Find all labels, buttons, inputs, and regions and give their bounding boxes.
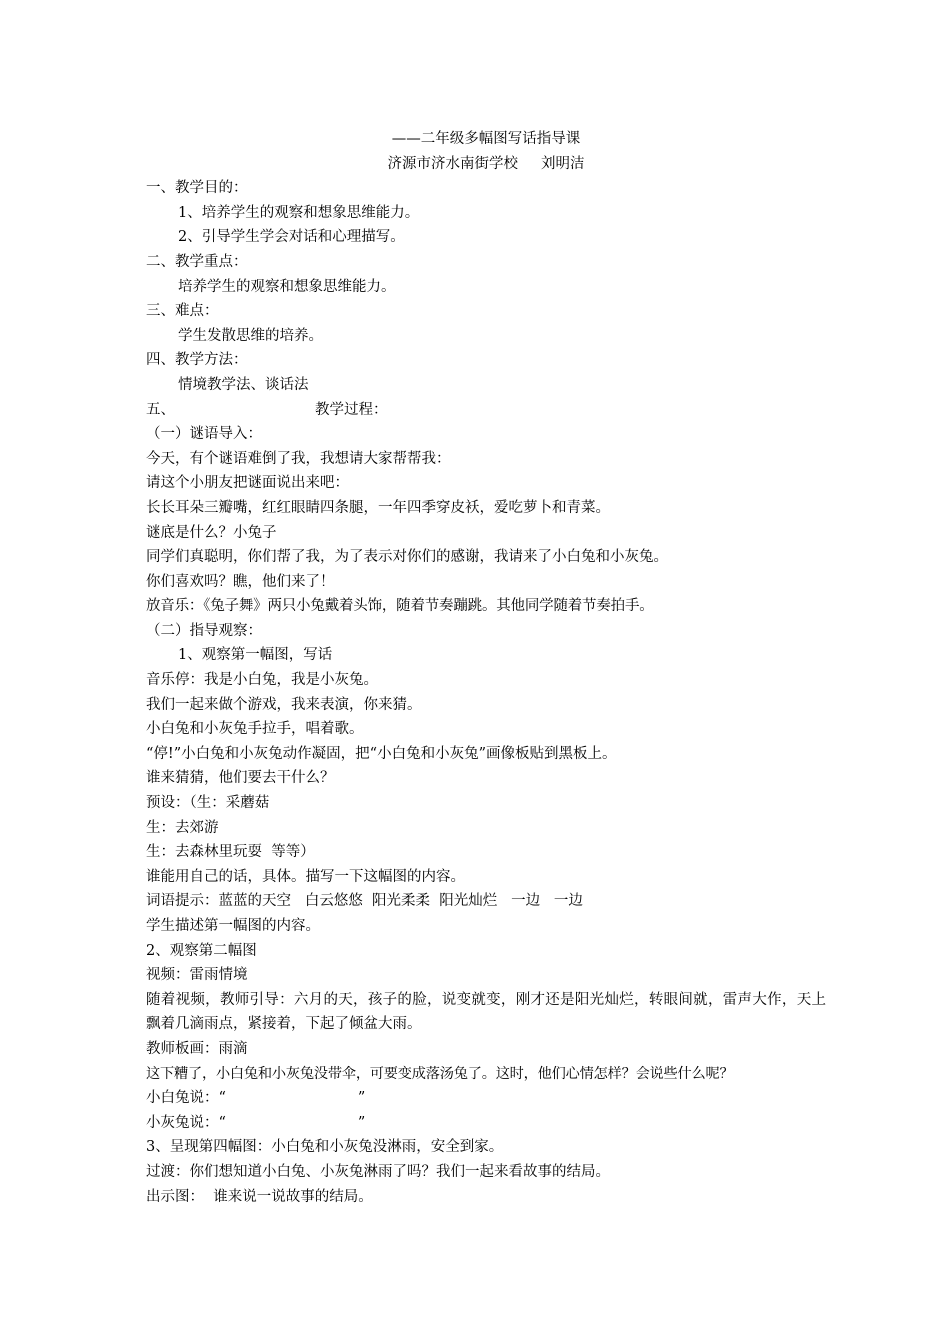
paragraph: 小白兔和小灰兔手拉手，唱着歌。 — [146, 721, 364, 738]
paragraph: 谁来猜猜，他们要去干什么？ — [146, 770, 335, 787]
paragraph: 过渡：你们想知道小白兔、小灰兔淋雨了吗？我们一起来看故事的结局。 — [146, 1163, 610, 1180]
section-title-process — [146, 398, 826, 423]
subsection-title: 3、呈现第四幅图：小白兔和小灰兔没淋雨，安全到家。 — [146, 1139, 504, 1156]
subsection-title: 2、观察第二幅图 — [146, 942, 257, 959]
paragraph: 出示图： 谁来说一说故事的结局。 — [146, 1188, 373, 1205]
closing-quote: ” — [357, 1090, 366, 1107]
section-number: 五、 — [146, 401, 175, 418]
section-title: 三、难点： — [146, 303, 219, 320]
part-title: （二）指导观察： — [146, 622, 262, 639]
paragraph: 预设：（生：采蘑菇 — [146, 795, 270, 812]
paragraph: 我们一起来做个游戏，我来表演，你来猜。 — [146, 696, 422, 713]
paragraph: 同学们真聪明，你们帮了我，为了表示对你们的感谢，我请来了小白兔和小灰兔。 — [146, 549, 668, 566]
paragraph: “停!”小白兔和小灰兔动作凝固，把“小白兔和小灰兔”画像板贴到黑板上。 — [146, 745, 617, 762]
closing-quote: ” — [357, 1114, 366, 1131]
paragraph: 谜底是什么？小兔子 — [146, 524, 277, 541]
paragraph: 生：去郊游 — [146, 819, 219, 836]
section-item: 培养学生的观察和想象思维能力。 — [178, 278, 396, 295]
section-item: 情境教学法、谈话法 — [178, 376, 309, 393]
subtitle: ——二年级多幅图写话指导课 — [391, 131, 581, 147]
dialogue-speaker: 小白兔说：“ — [146, 1090, 226, 1107]
part-title: （一）谜语导入： — [146, 426, 262, 443]
paragraph: 请这个小朋友把谜面说出来吧： — [146, 475, 349, 492]
document-body — [146, 127, 826, 1209]
paragraph: 今天，有个谜语难倒了我，我想请大家帮帮我： — [146, 450, 451, 467]
section-item: 1、培养学生的观察和想象思维能力。 — [178, 204, 420, 221]
paragraph: 学生描述第一幅图的内容。 — [146, 918, 320, 934]
dialogue-line — [146, 1111, 826, 1136]
paragraph: 教师板画：雨滴 — [146, 1040, 248, 1057]
dialogue-line — [146, 1086, 826, 1111]
paragraph: 音乐停：我是小白兔，我是小灰兔。 — [146, 672, 378, 689]
section-label: 教学过程： — [315, 401, 388, 418]
paragraph: 生：去森林里玩耍 等等） — [146, 844, 315, 861]
subsection-title: 1、观察第一幅图，写话 — [178, 647, 333, 664]
section-title: 一、教学目的： — [146, 180, 248, 197]
paragraph: 随着视频，教师引导：六月的天，孩子的脸，说变就变，刚才还是阳光灿烂，转眼间就，雷声大作，天上飘着几滴雨点，紧接着，下起了倾盆大雨。 — [146, 991, 826, 1033]
paragraph: 词语提示：蓝蓝的天空 白云悠悠 阳光柔柔 阳光灿烂 一边 一边 — [146, 893, 583, 910]
paragraph: 放音乐：《兔子舞》两只小兔戴着头饰，随着节奏蹦跳。其他同学随着节奏拍手。 — [146, 598, 654, 615]
paragraph: 视频：雷雨情境 — [146, 967, 248, 984]
section-title: 二、教学重点： — [146, 253, 248, 270]
paragraph: 长长耳朵三瓣嘴，红红眼睛四条腿，一年四季穿皮袄，爱吃萝卜和青菜。 — [146, 499, 610, 516]
section-item: 2、引导学生学会对话和心理描写。 — [178, 229, 405, 246]
section-title: 四、教学方法： — [146, 352, 248, 369]
paragraph: 谁能用自己的话，具体。描写一下这幅图的内容。 — [146, 868, 465, 885]
paragraph: 这下糟了，小白兔和小灰兔没带伞，可要变成落汤兔了。这时，他们心情怎样？会说些什么呢？ — [146, 1065, 734, 1082]
author-line: 济源市济水南街学校 刘明洁 — [387, 155, 585, 172]
paragraph: 你们喜欢吗？瞧，他们来了！ — [146, 573, 335, 590]
dialogue-speaker: 小灰兔说：“ — [146, 1114, 226, 1131]
section-item: 学生发散思维的培养。 — [178, 327, 323, 344]
